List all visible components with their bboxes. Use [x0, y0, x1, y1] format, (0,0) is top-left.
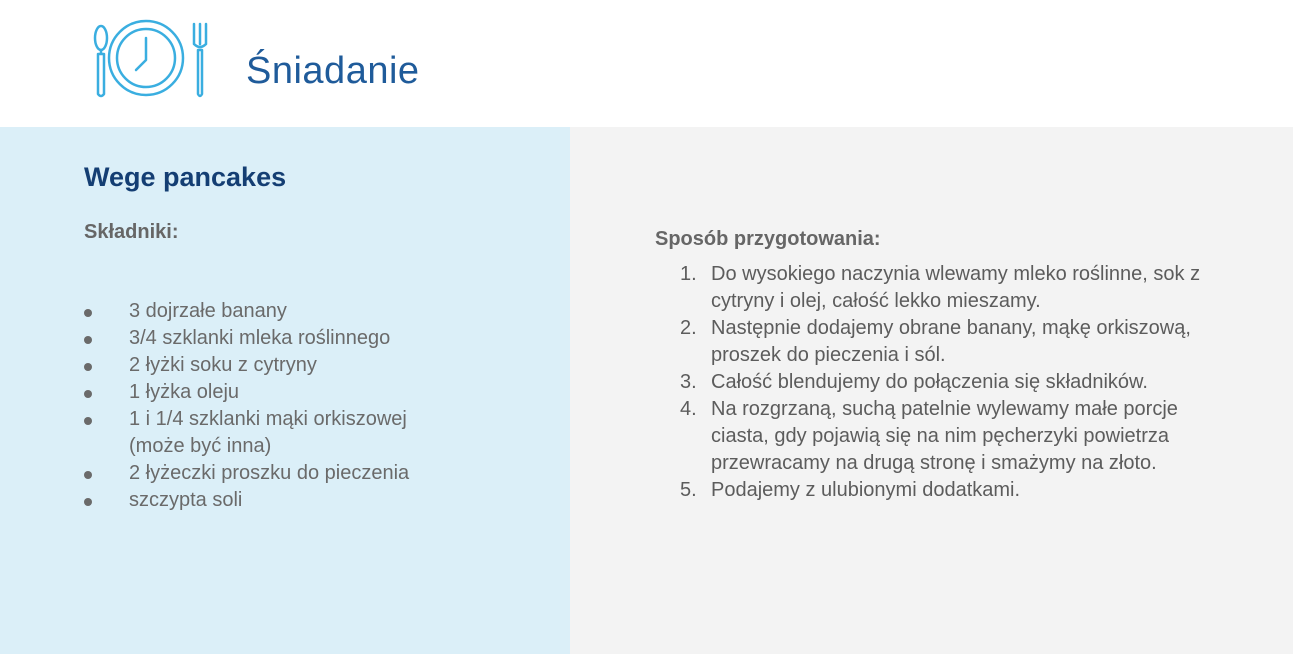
method-step [680, 261, 1210, 315]
step-number: 5. [680, 479, 697, 501]
method-step [680, 315, 1210, 369]
recipe-title: Wege pancakes [84, 162, 287, 192]
bullet-icon [84, 309, 92, 317]
bullet-icon [84, 390, 92, 398]
step-text: Na rozgrzaną, suchą patelnie wylewamy małe porcje ciasta, gdy pojawią się na nim pęcherzyki powietrza przewracamy na drugą stronę i smażymy na złoto. [711, 398, 1178, 474]
step-number: 4. [680, 398, 697, 420]
step-number: 3. [680, 371, 697, 393]
ingredient-item: szczypta soli [84, 487, 414, 514]
step-text: Podajemy z ulubionymi dodatkami. [711, 479, 1021, 501]
method-step [680, 477, 1210, 504]
breakfast-plate-clock-icon [90, 18, 215, 100]
ingredient-item: 2 łyżeczki proszku do pieczenia [84, 460, 414, 487]
ingredient-item: 1 łyżka oleju [84, 379, 414, 406]
step-number: 2. [680, 317, 697, 339]
step-number: 1. [680, 263, 697, 285]
bullet-icon [84, 471, 92, 479]
method-steps-list [680, 261, 1210, 504]
ingredients-list [84, 298, 414, 514]
method-step [680, 369, 1210, 396]
step-text: Całość blendujemy do połączenia się składników. [711, 371, 1148, 393]
ingredient-item: 3 dojrzałe banany [84, 298, 414, 325]
bullet-icon [84, 498, 92, 506]
ingredient-item: 2 łyżki soku z cytryny [84, 352, 414, 379]
step-text: Do wysokiego naczynia wlewamy mleko roślinne, sok z cytryny i olej, całość lekko mieszamy. [711, 263, 1201, 312]
bullet-icon [84, 417, 92, 425]
header [0, 0, 1293, 127]
bullet-icon [84, 336, 92, 344]
ingredient-item: 1 i 1/4 szklanki mąki orkiszowej (może być inna) [84, 406, 414, 460]
ingredients-heading: Składniki: [84, 221, 179, 243]
page-title: Śniadanie [246, 50, 420, 92]
method-heading: Sposób przygotowania: [655, 228, 881, 250]
bullet-icon [84, 363, 92, 371]
ingredient-item: 3/4 szklanki mleka roślinnego [84, 325, 414, 352]
method-step [680, 396, 1210, 477]
step-text: Następnie dodajemy obrane banany, mąkę orkiszową, proszek do pieczenia i sól. [711, 317, 1191, 366]
